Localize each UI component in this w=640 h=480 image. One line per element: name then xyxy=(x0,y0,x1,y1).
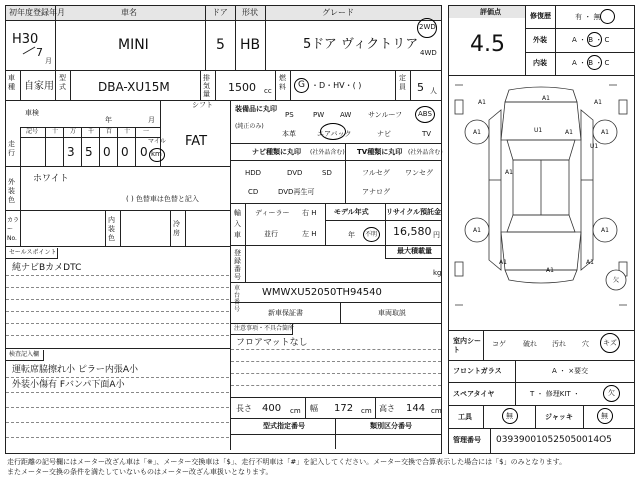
class-no-label: 類別区分番号 xyxy=(370,422,412,430)
shift-label: シフト xyxy=(192,101,213,109)
mileage-digit: 0 xyxy=(103,145,111,159)
model-label: 型式 xyxy=(59,74,66,91)
damage-mark: A1 xyxy=(565,129,573,136)
shaken-year: 年 xyxy=(105,116,112,124)
mileage-unit-label: 走行 xyxy=(8,140,15,157)
score: 4.5 xyxy=(470,32,505,57)
navi-cd: CD xyxy=(248,188,259,196)
import-label: 輸入車 xyxy=(234,209,241,239)
import-parallel: 並行 xyxy=(264,230,278,238)
navi-hdd: HDD xyxy=(245,169,262,177)
cold-label: 冷房 xyxy=(173,220,180,237)
color-no-label: カラーNo. xyxy=(7,217,20,242)
notes-label: 注意事項・不具合箇所 xyxy=(234,325,295,332)
capacity-unit: 人 xyxy=(430,87,437,95)
damage-mark: 欠 xyxy=(613,277,620,284)
glass-value: A ・ ×要交 xyxy=(552,367,589,375)
damage-mark: A1 xyxy=(542,95,550,102)
kind-label: 車種 xyxy=(8,74,15,91)
import-left: 左 H xyxy=(302,230,317,238)
notes-text: フロアマットなし xyxy=(236,338,308,348)
navi-type-sub: (社外品含む) xyxy=(310,149,345,156)
footer-line-2: またメーター交換の条件を満たしていないものはメーター改ざん車扱いとなります。 xyxy=(7,468,273,476)
interior-color-label: 内装色 xyxy=(108,216,115,242)
jack-none: 無 xyxy=(601,412,608,420)
equip-leather: 本革 xyxy=(282,130,296,138)
displacement-label: 排気量 xyxy=(203,74,210,98)
damage-mark: A1 xyxy=(546,267,554,274)
tv-type-label: TV種類に丸印 xyxy=(357,148,403,156)
exterior-note: ( ) 色替車は色替と記入 xyxy=(126,195,199,203)
spare-value: T ・ 修理KIT ・ xyxy=(530,390,580,398)
recycle-value: 16,580 xyxy=(393,225,432,238)
seat-option-burn: コゲ xyxy=(492,340,506,348)
equip-ps: PS xyxy=(285,111,294,119)
shaken-month: 月 xyxy=(148,116,155,124)
car-windshield xyxy=(507,140,575,160)
repair-none-circle xyxy=(600,9,615,24)
car-left-side xyxy=(489,110,501,270)
sales-point-text: 純ナビBカメDTC xyxy=(12,263,82,273)
recycle-yen: 円 xyxy=(433,231,440,239)
navi-type-label: ナビ種類に丸印 xyxy=(252,148,301,156)
model-year-unknown: 不明 xyxy=(365,231,378,238)
car-front-bumper xyxy=(505,87,577,102)
car-right-side xyxy=(581,110,593,270)
exterior-grade-circle xyxy=(587,32,602,47)
damage-mark: A1 xyxy=(505,169,513,176)
shape-label: 形状 xyxy=(242,8,258,17)
length: 400 xyxy=(262,403,282,414)
tv-analog: アナログ xyxy=(362,188,390,196)
repair-label: 修復歴 xyxy=(530,12,551,20)
mileage-digit: 0 xyxy=(121,145,129,159)
drive-4wd: 4WD xyxy=(420,49,437,57)
frame-label: 車台番号 xyxy=(234,285,241,313)
equip-airbag: エアバック xyxy=(317,130,352,138)
inspector-note-line-2: 外装小傷有 Fバンパ下面A小 xyxy=(12,380,125,390)
reg-no-label: 登録番号 xyxy=(234,249,241,281)
equip-navi: ナビ xyxy=(377,130,391,138)
interior-grade: A ・ B ・ C xyxy=(572,59,610,67)
shift: FAT xyxy=(185,134,208,149)
kind: 自家用 xyxy=(24,81,54,92)
capacity: 5 xyxy=(417,81,424,94)
doors-label: ドア xyxy=(212,8,228,17)
length-label: 長さ xyxy=(236,404,252,413)
damage-mark: U1 xyxy=(590,143,599,150)
mile-label: マイル xyxy=(148,138,166,145)
fuel-rest: ・D・HV・( ) xyxy=(311,81,362,90)
height-label: 高さ xyxy=(379,404,395,413)
fuel-label: 燃料 xyxy=(279,74,286,91)
damage-mark: U1 xyxy=(534,127,543,134)
max-load-label: 最大積載量 xyxy=(397,247,432,255)
equip-abs: ABS xyxy=(418,110,432,118)
height-unit: cm xyxy=(431,407,442,415)
shape: HB xyxy=(240,37,261,53)
digit-header-5: 十 xyxy=(124,128,131,135)
digit-header-6: 一 xyxy=(143,128,150,135)
equipment-label: 装備品に丸印 xyxy=(235,105,277,113)
drive-2wd: 2WD xyxy=(419,23,436,31)
car-diagram xyxy=(449,80,634,330)
shaken-label: 車検 xyxy=(25,109,39,117)
interior-grade-label: 内装 xyxy=(533,59,547,67)
equip-tv: TV xyxy=(422,130,432,138)
max-load-unit: kg xyxy=(433,269,442,277)
recycle-label: リサイクル預託金 xyxy=(386,208,442,216)
width: 172 xyxy=(334,403,354,414)
damage-mark: A1 xyxy=(473,129,481,136)
tools-label: 工具 xyxy=(458,413,472,421)
grade: 5ドア ヴィクトリア xyxy=(303,37,419,52)
mileage-digit: 5 xyxy=(85,145,93,159)
digit-header-2: 万 xyxy=(70,128,77,135)
mileage-digit: 3 xyxy=(67,145,75,159)
seat-option-dirt: 汚れ xyxy=(552,340,566,348)
model-year-label: モデル年式 xyxy=(334,208,369,216)
reg-year: H30 xyxy=(12,32,39,47)
repair-value: 有 ・ 無 xyxy=(575,13,601,21)
model: DBA-XU15M xyxy=(98,80,170,94)
digit-header-1: 十 xyxy=(52,128,59,135)
car-rear-window xyxy=(507,215,575,232)
length-unit: cm xyxy=(290,407,301,415)
navi-dvd-play: DVD再生可 xyxy=(278,188,315,196)
cc-unit: cc xyxy=(264,87,272,95)
displacement: 1500 xyxy=(228,81,256,94)
footer-line-1: 走行距離の記号欄にはメーター改ざん車は「※」、メーター交換車は「$」、走行不明車は「#」を記入してください。メーター交換で合算表示した場合には「$」のみとなります。 xyxy=(7,458,567,466)
navi-dvd: DVD xyxy=(287,169,303,177)
damage-mark: A1 xyxy=(478,99,486,106)
mgmt-no: 039390010525050014O5 xyxy=(496,435,612,445)
mileage-digit: 0 xyxy=(140,145,148,159)
grade-label: グレード xyxy=(322,8,354,17)
inspector-notes-label: 検査記入欄 xyxy=(9,351,40,358)
import-right: 右 H xyxy=(302,209,317,217)
equip-aw: AW xyxy=(340,111,352,119)
damage-mark: A1 xyxy=(586,259,594,266)
manual-doc: 車両取説 xyxy=(378,309,406,317)
inspector-note-line-1: 運転席脇擦れ小 ピラー内張A小 xyxy=(12,365,139,375)
doors: 5 xyxy=(216,37,225,53)
score-label: 評価点 xyxy=(480,8,501,16)
glass-label: フロントガラス xyxy=(453,367,502,375)
tv-fullseg: フルセグ xyxy=(362,169,390,177)
equipment-sublabel: (純正のみ) xyxy=(235,123,264,130)
car-trunk xyxy=(501,232,581,270)
spare-missing: 欠 xyxy=(608,389,615,397)
tv-type-sub: (社外品含む) xyxy=(408,149,443,156)
km-label: km xyxy=(151,150,162,158)
damage-mark: A1 xyxy=(499,259,507,266)
digit-header-0: 記号 xyxy=(26,128,39,135)
sales-point-label: セールスポイント xyxy=(9,249,57,256)
interior-grade-circle xyxy=(587,55,602,70)
digit-header-3: 千 xyxy=(88,128,95,135)
reg-year-label: 初年度登録年月 xyxy=(9,8,65,17)
car-name-label: 車名 xyxy=(121,8,137,17)
height: 144 xyxy=(406,403,426,414)
digit-header-4: 百 xyxy=(106,128,113,135)
exterior-color: ホワイト xyxy=(33,174,69,184)
exterior-label: 外装色 xyxy=(8,178,15,204)
warranty-doc: 新車保証書 xyxy=(268,309,303,317)
damage-mark: A1 xyxy=(601,227,609,234)
fuel-g: G xyxy=(298,80,305,90)
seat-option-hole: 穴 xyxy=(582,340,589,348)
model-year-unit: 年 xyxy=(348,231,355,239)
equip-pw: PW xyxy=(313,111,325,119)
damage-mark: A1 xyxy=(594,99,602,106)
equip-sunroof: サンルーフ xyxy=(368,111,403,119)
width-unit: cm xyxy=(361,407,372,415)
damage-mark: A1 xyxy=(601,129,609,136)
navi-sd: SD xyxy=(322,169,332,177)
frame-no: WMWXU52050TH94540 xyxy=(262,287,382,298)
car-rear-bumper xyxy=(505,270,577,283)
seat-option-scratch: キズ xyxy=(603,339,617,347)
import-dealer: ディーラー xyxy=(255,209,290,217)
mgmt-label: 管理番号 xyxy=(453,436,481,444)
spare-label: スペアタイヤ xyxy=(453,390,495,398)
exterior-grade: A ・ B ・ C xyxy=(572,36,610,44)
type-no-label: 型式指定番号 xyxy=(263,422,305,430)
reg-month: 7 xyxy=(36,46,43,59)
tv-oneseg: ワンセグ xyxy=(405,169,433,177)
tools-none: 無 xyxy=(506,412,513,420)
capacity-label: 定員 xyxy=(399,74,406,91)
exterior-grade-label: 外装 xyxy=(533,36,547,44)
seat-label: 室内シート xyxy=(453,337,481,354)
width-label: 幅 xyxy=(310,404,318,413)
jack-label: ジャッキ xyxy=(545,413,573,421)
car-name: MINI xyxy=(118,37,149,53)
month-unit: 月 xyxy=(45,57,52,65)
damage-mark: A1 xyxy=(473,227,481,234)
seat-option-tear: 破れ xyxy=(523,340,537,348)
